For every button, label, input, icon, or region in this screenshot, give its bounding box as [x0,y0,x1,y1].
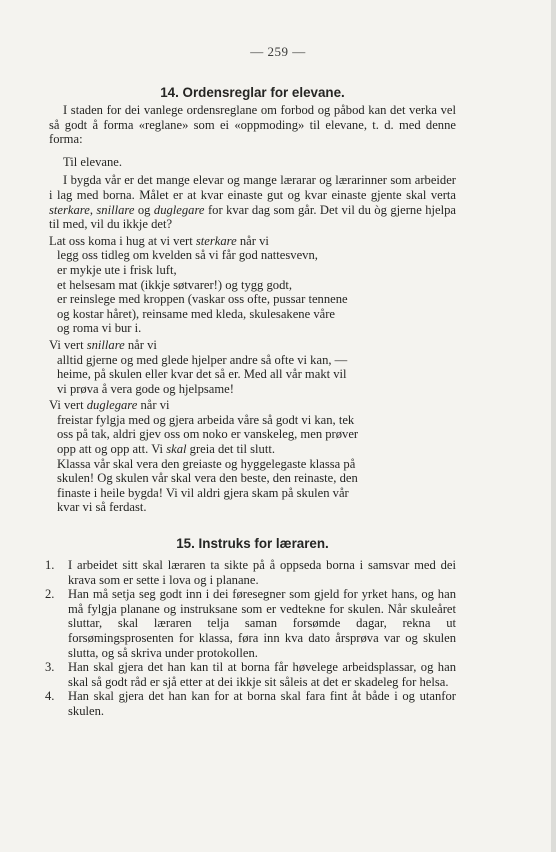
page-edge [551,0,556,852]
line-segment: oss på tak, aldri gjev oss om noko er vanskeleg, men prøver [57,427,359,442]
line-segment: et helsesam mat (ikkje søtvarer!) og tygg godt, [57,277,293,292]
text-line [49,278,456,293]
line-segment: finaste i heile bygda! Vi vil aldri gjera skam på skulen vår [57,485,349,500]
text-line [49,398,456,413]
emphasis-word: sterkare [195,233,237,248]
text-line [49,427,456,442]
text-line [49,338,456,353]
goal-og: og [134,202,154,217]
line-segment: når vi [137,398,170,413]
word-duglegare: duglegare [153,202,205,217]
instruction-list [45,558,456,719]
instruction-item [45,689,456,718]
text-line [49,234,456,249]
line-segment: Vi vert [49,398,87,413]
instruction-item [45,587,456,660]
item-text: Han skal gjera det han kan til at borna får høvelege arbeidsplassar, og han skal så godt råd er sjå etter at dei ikkje sit såleis at det er skadeleg for helsa. [68,660,456,689]
item-text: I arbeidet sitt skal læraren ta sikte på å oppseda borna i samsvar med dei krava som er sette i lova og i planane. [68,558,456,587]
text-line [49,292,456,307]
section-15 [45,535,456,719]
intro-paragraph: I staden for dei vanlege ordensreglane om forbod og påbod kan det verka vel så godt å forma «reglane» som ei «oppmoding» til elevane, t. d. med denne forma: [49,103,456,147]
item-number: 2. [45,587,55,602]
line-segment: og roma vi bur i. [57,321,142,336]
line-segment: skulen! Og skulen vår skal vera den beste, den reinaste, den [57,471,358,486]
emphasis-word: snillare [86,337,125,352]
line-segment: legg oss tidleg om kvelden så vi får god nattesvevn, [57,248,318,263]
line-segment: greia det til slutt. [186,442,275,457]
word-snillare: snillare [96,202,135,217]
goal-paragraph [49,173,456,231]
text-line [49,500,456,515]
line-segment: og kostar håret), reinsame med kleda, skulesakene våre [57,306,335,321]
line-segment: vi prøva å vera gode og hjelpsame! [57,381,234,396]
section-14-title: 14. Ordensreglar for elevane. [160,85,345,100]
line-segment: Lat oss koma i hug at vi vert [49,233,196,248]
emphasis-word: duglegare [86,398,138,413]
line-segment: freistar fylgja med og gjera arbeida våre så godt vi kan, tek [57,412,355,427]
text-line [49,307,456,322]
text-line [49,413,456,428]
text-line [49,321,456,336]
line-segment: når vi [124,337,157,352]
line-segment: Klassa vår skal vera den greiaste og hyggelegaste klassa på [57,456,356,471]
text-line [49,457,456,472]
kinder-block [49,338,456,396]
page-number: — 259 — [250,44,306,59]
text-line [49,442,456,457]
instruction-item [45,660,456,689]
word-sterkare: sterkare [49,202,90,217]
text-line [49,382,456,397]
item-number: 4. [45,689,55,704]
line-segment: er reinslege med kroppen (vaskar oss ofte, pussar tennene [57,292,348,307]
line-segment: når vi [236,233,269,248]
text-line [49,471,456,486]
line-segment: opp att og opp att. Vi [57,442,167,457]
text-line [49,353,456,368]
item-number: 3. [45,660,55,675]
emphasis-word: skal [166,442,187,457]
item-text: Han skal gjera det han kan for at borna skal fara fint åt både i og utanfor skulen. [68,689,456,718]
page-content [45,84,457,719]
text-line [49,263,456,278]
line-segment: kvar vi så ferdast. [57,500,147,515]
item-text: Han må setja seg godt inn i dei føresegner som gjeld for yrket hans, og han må fylgja planane og instruksane som er vedtekne for skulen. Når skuleåret sluttar, skal læraren telja saman forsømde dagar, rekna ut forsømingsprosenten for klassa, føra inn kva dato årsprøva var og skulen slutta, og så skriva under protokollen. [68,587,456,660]
goal-comma: , [89,202,97,217]
line-segment: er mykje ute i frisk luft, [57,262,177,277]
line-segment: heime, på skulen eller kvar det så er. Med all vår makt vil [57,367,347,382]
text-line [49,367,456,382]
instruction-item [45,558,456,587]
salutation: Til elevane. [63,154,122,169]
line-segment: Vi vert [49,337,87,352]
section-15-title: 15. Instruks for læraren. [176,536,329,552]
item-number: 1. [45,558,55,573]
goal-paragraph-start: I bygda vår er det mange elevar og mange lærarar og lærarinner som arbeider i lag med borna. Målet er at kvar einaste gut og kvar einaste gjente skal verta [49,173,456,202]
line-segment: alltid gjerne og med glede hjelper andre så ofte vi kan, — [57,352,348,367]
goal-paragraph-end: for kvar dag som går. Det vil du òg gjerne hjelpa til med, vil du ikkje det? [49,202,457,232]
stronger-block [49,234,456,336]
text-line [49,248,456,263]
text-line [49,486,456,501]
abler-block [49,398,456,515]
